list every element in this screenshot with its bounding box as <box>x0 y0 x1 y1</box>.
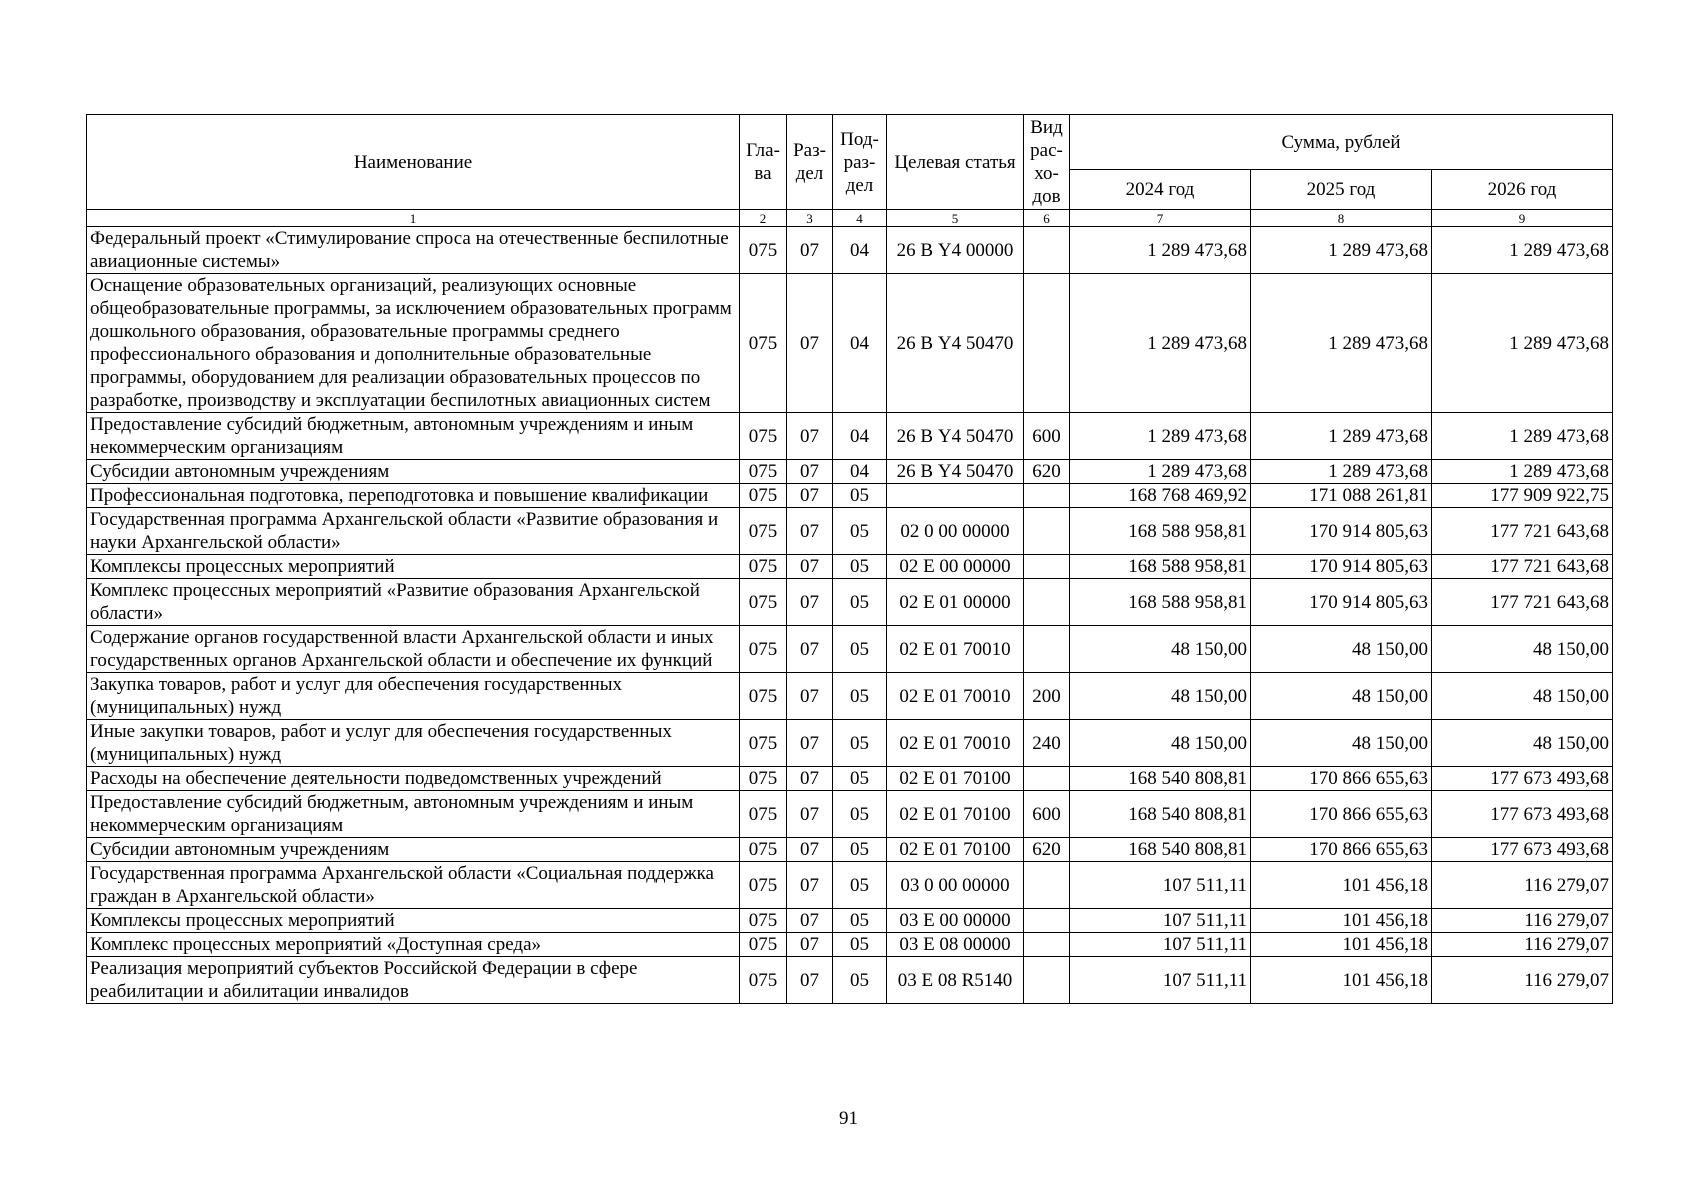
row-sum-2024: 48 150,00 <box>1070 720 1251 767</box>
table-row <box>87 555 1613 579</box>
row-sum-2026: 116 279,07 <box>1432 909 1613 933</box>
row-sum-2024: 168 768 469,92 <box>1070 484 1251 508</box>
row-name: Комплексы процессных мероприятий <box>87 555 740 579</box>
header-podrazdel: Под-раз-дел <box>833 115 887 210</box>
row-sum-2026: 48 150,00 <box>1432 720 1613 767</box>
column-number: 6 <box>1024 210 1070 227</box>
row-podrazdel: 05 <box>833 673 887 720</box>
row-sum-2025: 1 289 473,68 <box>1251 460 1432 484</box>
row-expense-type: 240 <box>1024 720 1070 767</box>
page-number: 91 <box>839 1108 858 1129</box>
row-glava: 075 <box>740 838 787 862</box>
table-row <box>87 720 1613 767</box>
table-row <box>87 767 1613 791</box>
row-expense-type <box>1024 862 1070 909</box>
row-sum-2026: 48 150,00 <box>1432 673 1613 720</box>
row-name: Государственная программа Архангельской области «Социальная поддержка граждан в Архангельской области» <box>87 862 740 909</box>
row-razdel: 07 <box>787 460 833 484</box>
row-sum-2024: 168 540 808,81 <box>1070 767 1251 791</box>
row-sum-2026: 1 289 473,68 <box>1432 460 1613 484</box>
row-glava: 075 <box>740 227 787 274</box>
row-sum-2026: 116 279,07 <box>1432 933 1613 957</box>
header-glava: Гла-ва <box>740 115 787 210</box>
row-expense-type: 600 <box>1024 791 1070 838</box>
row-podrazdel: 05 <box>833 909 887 933</box>
row-glava: 075 <box>740 274 787 413</box>
row-target-article: 03 Е 08 R5140 <box>887 957 1024 1004</box>
row-sum-2026: 116 279,07 <box>1432 862 1613 909</box>
row-expense-type <box>1024 227 1070 274</box>
row-sum-2024: 48 150,00 <box>1070 626 1251 673</box>
column-number: 5 <box>887 210 1024 227</box>
row-target-article: 02 Е 01 70100 <box>887 791 1024 838</box>
column-number: 1 <box>87 210 740 227</box>
row-glava: 075 <box>740 484 787 508</box>
row-expense-type <box>1024 579 1070 626</box>
row-glava: 075 <box>740 909 787 933</box>
row-target-article: 02 Е 01 70100 <box>887 767 1024 791</box>
row-expense-type <box>1024 274 1070 413</box>
row-glava: 075 <box>740 579 787 626</box>
row-sum-2026: 116 279,07 <box>1432 957 1613 1004</box>
row-target-article: 03 Е 08 00000 <box>887 933 1024 957</box>
row-sum-2025: 101 456,18 <box>1251 862 1432 909</box>
row-podrazdel: 05 <box>833 484 887 508</box>
row-sum-2024: 168 540 808,81 <box>1070 791 1251 838</box>
header-target-article: Целевая статья <box>887 115 1024 210</box>
row-podrazdel: 05 <box>833 626 887 673</box>
row-name: Федеральный проект «Стимулирование спроса на отечественные беспилотные авиационные системы» <box>87 227 740 274</box>
row-sum-2025: 1 289 473,68 <box>1251 413 1432 460</box>
header-year-2026: 2026 год <box>1432 170 1613 210</box>
row-sum-2024: 168 588 958,81 <box>1070 555 1251 579</box>
table-row <box>87 413 1613 460</box>
row-expense-type <box>1024 957 1070 1004</box>
row-sum-2024: 107 511,11 <box>1070 957 1251 1004</box>
row-glava: 075 <box>740 413 787 460</box>
row-razdel: 07 <box>787 508 833 555</box>
row-sum-2024: 48 150,00 <box>1070 673 1251 720</box>
row-sum-2025: 1 289 473,68 <box>1251 274 1432 413</box>
row-sum-2025: 170 914 805,63 <box>1251 579 1432 626</box>
row-sum-2026: 1 289 473,68 <box>1432 274 1613 413</box>
row-name: Комплекс процессных мероприятий «Доступная среда» <box>87 933 740 957</box>
row-sum-2026: 48 150,00 <box>1432 626 1613 673</box>
row-name: Государственная программа Архангельской области «Развитие образования и науки Архангельской области» <box>87 508 740 555</box>
table-row <box>87 460 1613 484</box>
table-row <box>87 227 1613 274</box>
column-number: 4 <box>833 210 887 227</box>
row-podrazdel: 05 <box>833 579 887 626</box>
table-row <box>87 909 1613 933</box>
row-target-article: 02 Е 01 70010 <box>887 626 1024 673</box>
row-expense-type: 600 <box>1024 413 1070 460</box>
table-row <box>87 673 1613 720</box>
row-name: Субсидии автономным учреждениям <box>87 460 740 484</box>
row-sum-2025: 101 456,18 <box>1251 957 1432 1004</box>
row-target-article: 26 В Y4 50470 <box>887 460 1024 484</box>
row-glava: 075 <box>740 626 787 673</box>
row-razdel: 07 <box>787 909 833 933</box>
row-expense-type: 200 <box>1024 673 1070 720</box>
row-sum-2024: 168 588 958,81 <box>1070 579 1251 626</box>
row-razdel: 07 <box>787 838 833 862</box>
row-podrazdel: 04 <box>833 274 887 413</box>
row-sum-2025: 170 866 655,63 <box>1251 767 1432 791</box>
row-name: Иные закупки товаров, работ и услуг для обеспечения государственных (муниципальных) нужд <box>87 720 740 767</box>
row-name: Содержание органов государственной власти Архангельской области и иных государственных органов Архангельской области и обеспечение их функций <box>87 626 740 673</box>
row-expense-type <box>1024 909 1070 933</box>
row-glava: 075 <box>740 555 787 579</box>
table-row <box>87 957 1613 1004</box>
row-sum-2024: 1 289 473,68 <box>1070 413 1251 460</box>
row-expense-type <box>1024 555 1070 579</box>
table-row <box>87 626 1613 673</box>
row-podrazdel: 05 <box>833 508 887 555</box>
row-name: Профессиональная подготовка, переподготовка и повышение квалификации <box>87 484 740 508</box>
row-expense-type: 620 <box>1024 838 1070 862</box>
row-razdel: 07 <box>787 767 833 791</box>
row-target-article: 02 Е 00 00000 <box>887 555 1024 579</box>
row-sum-2025: 48 150,00 <box>1251 626 1432 673</box>
table-body <box>87 227 1613 1004</box>
row-razdel: 07 <box>787 673 833 720</box>
row-podrazdel: 05 <box>833 933 887 957</box>
row-podrazdel: 05 <box>833 957 887 1004</box>
row-sum-2024: 107 511,11 <box>1070 909 1251 933</box>
row-target-article <box>887 484 1024 508</box>
row-glava: 075 <box>740 508 787 555</box>
row-sum-2026: 1 289 473,68 <box>1432 413 1613 460</box>
row-glava: 075 <box>740 673 787 720</box>
row-glava: 075 <box>740 862 787 909</box>
row-expense-type <box>1024 508 1070 555</box>
column-number: 3 <box>787 210 833 227</box>
table-row <box>87 838 1613 862</box>
row-podrazdel: 05 <box>833 862 887 909</box>
row-expense-type <box>1024 484 1070 508</box>
row-sum-2026: 177 721 643,68 <box>1432 508 1613 555</box>
header-name: Наименование <box>87 115 740 210</box>
row-name: Субсидии автономным учреждениям <box>87 838 740 862</box>
row-sum-2024: 107 511,11 <box>1070 933 1251 957</box>
row-glava: 075 <box>740 460 787 484</box>
row-razdel: 07 <box>787 413 833 460</box>
row-razdel: 07 <box>787 957 833 1004</box>
row-name: Расходы на обеспечение деятельности подведомственных учреждений <box>87 767 740 791</box>
row-razdel: 07 <box>787 720 833 767</box>
row-sum-2025: 48 150,00 <box>1251 673 1432 720</box>
row-sum-2024: 107 511,11 <box>1070 862 1251 909</box>
header-sum: Сумма, рублей <box>1070 115 1613 170</box>
table-row <box>87 274 1613 413</box>
row-sum-2026: 177 721 643,68 <box>1432 579 1613 626</box>
row-name: Предоставление субсидий бюджетным, автономным учреждениям и иным некоммерческим организациям <box>87 413 740 460</box>
row-glava: 075 <box>740 957 787 1004</box>
row-name: Закупка товаров, работ и услуг для обеспечения государственных (муниципальных) нужд <box>87 673 740 720</box>
header-razdel: Раз-дел <box>787 115 833 210</box>
row-podrazdel: 05 <box>833 555 887 579</box>
row-razdel: 07 <box>787 484 833 508</box>
header-year-2024: 2024 год <box>1070 170 1251 210</box>
table-row <box>87 579 1613 626</box>
budget-table <box>86 114 1613 1004</box>
row-target-article: 03 0 00 00000 <box>887 862 1024 909</box>
row-sum-2025: 170 914 805,63 <box>1251 508 1432 555</box>
row-expense-type <box>1024 626 1070 673</box>
table-row <box>87 484 1613 508</box>
row-sum-2026: 177 721 643,68 <box>1432 555 1613 579</box>
row-target-article: 02 0 00 00000 <box>887 508 1024 555</box>
row-sum-2024: 1 289 473,68 <box>1070 460 1251 484</box>
row-razdel: 07 <box>787 579 833 626</box>
row-glava: 075 <box>740 791 787 838</box>
row-target-article: 26 В Y4 50470 <box>887 274 1024 413</box>
row-target-article: 26 В Y4 00000 <box>887 227 1024 274</box>
row-sum-2026: 177 673 493,68 <box>1432 838 1613 862</box>
row-razdel: 07 <box>787 626 833 673</box>
row-target-article: 02 Е 01 70010 <box>887 720 1024 767</box>
row-target-article: 02 Е 01 70100 <box>887 838 1024 862</box>
row-sum-2024: 168 540 808,81 <box>1070 838 1251 862</box>
row-expense-type <box>1024 767 1070 791</box>
row-razdel: 07 <box>787 555 833 579</box>
row-sum-2026: 177 909 922,75 <box>1432 484 1613 508</box>
row-target-article: 26 В Y4 50470 <box>887 413 1024 460</box>
row-sum-2025: 48 150,00 <box>1251 720 1432 767</box>
row-sum-2025: 170 914 805,63 <box>1251 555 1432 579</box>
table-row <box>87 791 1613 838</box>
row-sum-2025: 170 866 655,63 <box>1251 791 1432 838</box>
row-target-article: 02 Е 01 00000 <box>887 579 1024 626</box>
table-row <box>87 508 1613 555</box>
row-razdel: 07 <box>787 933 833 957</box>
column-number: 2 <box>740 210 787 227</box>
row-sum-2026: 1 289 473,68 <box>1432 227 1613 274</box>
row-sum-2025: 101 456,18 <box>1251 933 1432 957</box>
row-name: Реализация мероприятий субъектов Российской Федерации в сфере реабилитации и абилитации инвалидов <box>87 957 740 1004</box>
column-number: 8 <box>1251 210 1432 227</box>
column-number: 9 <box>1432 210 1613 227</box>
row-podrazdel: 05 <box>833 767 887 791</box>
row-razdel: 07 <box>787 274 833 413</box>
row-sum-2026: 177 673 493,68 <box>1432 767 1613 791</box>
row-sum-2025: 1 289 473,68 <box>1251 227 1432 274</box>
row-sum-2025: 170 866 655,63 <box>1251 838 1432 862</box>
row-name: Комплексы процессных мероприятий <box>87 909 740 933</box>
row-name: Оснащение образовательных организаций, реализующих основные общеобразовательные программы, за исключением образовательных программ дошкольного образования, образовательные программы среднего профессионального образования и дополнительные образовательные программы, оборудованием для реализации образовательных процессов по разработке, производству и эксплуатации беспилотных авиационных систем <box>87 274 740 413</box>
row-glava: 075 <box>740 933 787 957</box>
row-expense-type <box>1024 933 1070 957</box>
table-row <box>87 933 1613 957</box>
row-podrazdel: 05 <box>833 720 887 767</box>
row-podrazdel: 04 <box>833 227 887 274</box>
row-razdel: 07 <box>787 862 833 909</box>
header-row-1 <box>87 115 1613 170</box>
row-sum-2025: 171 088 261,81 <box>1251 484 1432 508</box>
row-sum-2026: 177 673 493,68 <box>1432 791 1613 838</box>
row-razdel: 07 <box>787 791 833 838</box>
row-podrazdel: 05 <box>833 791 887 838</box>
column-number-row <box>87 210 1613 227</box>
row-glava: 075 <box>740 767 787 791</box>
header-expense-type: Вид рас-хо-дов <box>1024 115 1070 210</box>
row-target-article: 03 Е 00 00000 <box>887 909 1024 933</box>
row-sum-2024: 168 588 958,81 <box>1070 508 1251 555</box>
header-year-2025: 2025 год <box>1251 170 1432 210</box>
row-name: Комплекс процессных мероприятий «Развитие образования Архангельской области» <box>87 579 740 626</box>
row-glava: 075 <box>740 720 787 767</box>
row-expense-type: 620 <box>1024 460 1070 484</box>
table-row <box>87 862 1613 909</box>
row-podrazdel: 04 <box>833 460 887 484</box>
column-number: 7 <box>1070 210 1251 227</box>
row-razdel: 07 <box>787 227 833 274</box>
row-name: Предоставление субсидий бюджетным, автономным учреждениям и иным некоммерческим организациям <box>87 791 740 838</box>
row-sum-2024: 1 289 473,68 <box>1070 227 1251 274</box>
row-target-article: 02 Е 01 70010 <box>887 673 1024 720</box>
row-sum-2024: 1 289 473,68 <box>1070 274 1251 413</box>
row-podrazdel: 04 <box>833 413 887 460</box>
row-podrazdel: 05 <box>833 838 887 862</box>
row-sum-2025: 101 456,18 <box>1251 909 1432 933</box>
